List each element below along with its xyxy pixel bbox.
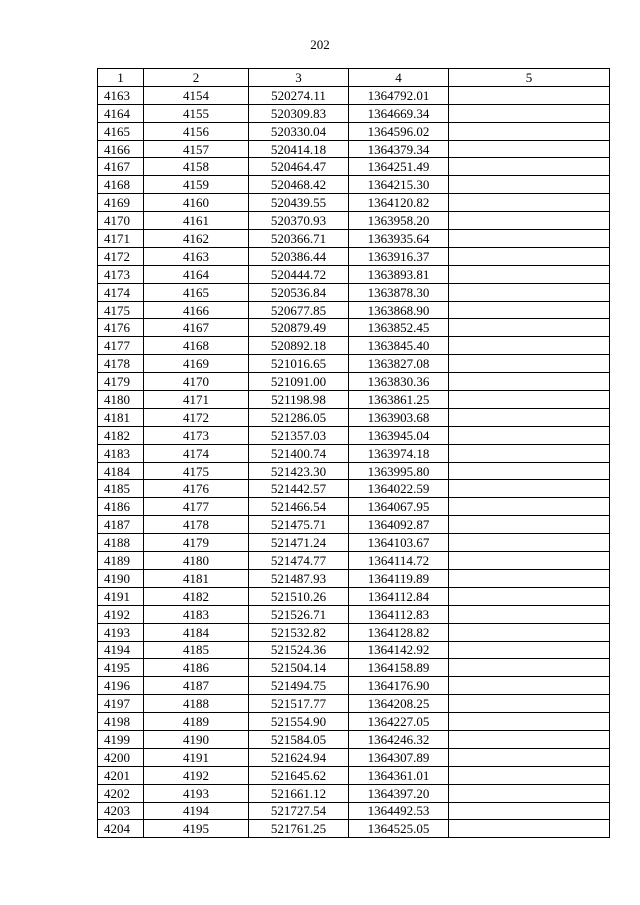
table-cell-col-3: 521286.05 — [249, 408, 349, 426]
table-cell-col-1: 4181 — [98, 408, 144, 426]
table-cell-col-5 — [449, 659, 610, 677]
table-cell-col-1: 4196 — [98, 677, 144, 695]
header-row — [98, 69, 610, 87]
table-cell-col-1: 4168 — [98, 176, 144, 194]
table-cell-col-4: 1364092.87 — [349, 516, 449, 534]
table-row — [98, 122, 610, 140]
table-cell-col-3: 521624.94 — [249, 748, 349, 766]
table-cell-col-3: 521554.90 — [249, 713, 349, 731]
table-cell-col-3: 521584.05 — [249, 730, 349, 748]
table-row — [98, 176, 610, 194]
table-cell-col-4: 1364596.02 — [349, 122, 449, 140]
table-cell-col-3: 521487.93 — [249, 569, 349, 587]
table-cell-col-1: 4203 — [98, 802, 144, 820]
table-row — [98, 301, 610, 319]
table-cell-col-4: 1364792.01 — [349, 86, 449, 104]
table-cell-col-4: 1364103.67 — [349, 534, 449, 552]
table-cell-col-1: 4172 — [98, 247, 144, 265]
table-cell-col-4: 1363893.81 — [349, 265, 449, 283]
table-cell-col-3: 521524.36 — [249, 641, 349, 659]
table-cell-col-5 — [449, 498, 610, 516]
table-cell-col-2: 4173 — [144, 426, 249, 444]
table-cell-col-1: 4176 — [98, 319, 144, 337]
table-cell-col-5 — [449, 462, 610, 480]
table-row — [98, 480, 610, 498]
table-cell-col-4: 1364112.84 — [349, 587, 449, 605]
table-cell-col-2: 4189 — [144, 713, 249, 731]
table-cell-col-2: 4185 — [144, 641, 249, 659]
table-cell-col-3: 521016.65 — [249, 355, 349, 373]
table-cell-col-3: 521442.57 — [249, 480, 349, 498]
table-row — [98, 140, 610, 158]
table-cell-col-2: 4160 — [144, 194, 249, 212]
table-cell-col-2: 4179 — [144, 534, 249, 552]
table-cell-col-1: 4185 — [98, 480, 144, 498]
table-cell-col-4: 1363861.25 — [349, 391, 449, 409]
table-cell-col-2: 4168 — [144, 337, 249, 355]
table-cell-col-1: 4191 — [98, 587, 144, 605]
table-row — [98, 730, 610, 748]
table-cell-col-3: 521357.03 — [249, 426, 349, 444]
table-cell-col-1: 4186 — [98, 498, 144, 516]
table-cell-col-3: 520892.18 — [249, 337, 349, 355]
table-cell-col-2: 4166 — [144, 301, 249, 319]
table-cell-col-2: 4181 — [144, 569, 249, 587]
table-cell-col-4: 1364067.95 — [349, 498, 449, 516]
table-row — [98, 802, 610, 820]
table-row — [98, 158, 610, 176]
table-cell-col-2: 4174 — [144, 444, 249, 462]
table-row — [98, 605, 610, 623]
table-cell-col-3: 521400.74 — [249, 444, 349, 462]
table-row — [98, 194, 610, 212]
table-cell-col-2: 4169 — [144, 355, 249, 373]
table-cell-col-5 — [449, 516, 610, 534]
table-cell-col-5 — [449, 641, 610, 659]
table-cell-col-5 — [449, 391, 610, 409]
table-row — [98, 641, 610, 659]
table-cell-col-4: 1364227.05 — [349, 713, 449, 731]
table-cell-col-4: 1364215.30 — [349, 176, 449, 194]
table-cell-col-4: 1363845.40 — [349, 337, 449, 355]
table-cell-col-3: 521532.82 — [249, 623, 349, 641]
table-cell-col-2: 4164 — [144, 265, 249, 283]
table-header — [98, 69, 610, 87]
table-cell-col-3: 520444.72 — [249, 265, 349, 283]
table-cell-col-4: 1364251.49 — [349, 158, 449, 176]
column-header-1: 1 — [98, 69, 144, 87]
table-cell-col-3: 521494.75 — [249, 677, 349, 695]
table-cell-col-4: 1364142.92 — [349, 641, 449, 659]
table-cell-col-5 — [449, 373, 610, 391]
table-cell-col-5 — [449, 247, 610, 265]
table-row — [98, 534, 610, 552]
table-cell-col-2: 4178 — [144, 516, 249, 534]
table-cell-col-2: 4180 — [144, 552, 249, 570]
table-cell-col-5 — [449, 605, 610, 623]
table-cell-col-5 — [449, 140, 610, 158]
table-row — [98, 569, 610, 587]
table-row — [98, 695, 610, 713]
table-cell-col-1: 4188 — [98, 534, 144, 552]
table-cell-col-5 — [449, 194, 610, 212]
table-cell-col-3: 521504.14 — [249, 659, 349, 677]
table-cell-col-3: 520414.18 — [249, 140, 349, 158]
table-cell-col-3: 520677.85 — [249, 301, 349, 319]
table-cell-col-1: 4204 — [98, 820, 144, 838]
column-header-4: 4 — [349, 69, 449, 87]
table-cell-col-2: 4170 — [144, 373, 249, 391]
table-cell-col-3: 520386.44 — [249, 247, 349, 265]
table-cell-col-3: 521466.54 — [249, 498, 349, 516]
table-row — [98, 247, 610, 265]
table-cell-col-2: 4194 — [144, 802, 249, 820]
table-cell-col-1: 4193 — [98, 623, 144, 641]
table-cell-col-2: 4184 — [144, 623, 249, 641]
table-cell-col-1: 4165 — [98, 122, 144, 140]
table-row — [98, 713, 610, 731]
table-cell-col-2: 4188 — [144, 695, 249, 713]
table-cell-col-4: 1363830.36 — [349, 373, 449, 391]
table-cell-col-2: 4157 — [144, 140, 249, 158]
table-cell-col-5 — [449, 748, 610, 766]
table-cell-col-4: 1364128.82 — [349, 623, 449, 641]
table-row — [98, 552, 610, 570]
table-cell-col-2: 4165 — [144, 283, 249, 301]
table-row — [98, 766, 610, 784]
table-cell-col-2: 4177 — [144, 498, 249, 516]
table-row — [98, 212, 610, 230]
table-cell-col-4: 1364119.89 — [349, 569, 449, 587]
table-cell-col-4: 1364492.53 — [349, 802, 449, 820]
table-cell-col-4: 1364361.01 — [349, 766, 449, 784]
table-cell-col-1: 4173 — [98, 265, 144, 283]
table-cell-col-4: 1364022.59 — [349, 480, 449, 498]
table-body — [98, 86, 610, 837]
table-cell-col-1: 4179 — [98, 373, 144, 391]
table-cell-col-3: 521471.24 — [249, 534, 349, 552]
table-cell-col-5 — [449, 265, 610, 283]
table-cell-col-4: 1363903.68 — [349, 408, 449, 426]
table-cell-col-4: 1363878.30 — [349, 283, 449, 301]
table-cell-col-3: 520370.93 — [249, 212, 349, 230]
table-cell-col-1: 4166 — [98, 140, 144, 158]
table-row — [98, 748, 610, 766]
table-cell-col-2: 4182 — [144, 587, 249, 605]
table-row — [98, 391, 610, 409]
table-cell-col-3: 520879.49 — [249, 319, 349, 337]
table-cell-col-3: 520464.47 — [249, 158, 349, 176]
table-row — [98, 659, 610, 677]
table-cell-col-3: 520309.83 — [249, 104, 349, 122]
table-cell-col-4: 1364669.34 — [349, 104, 449, 122]
table-cell-col-5 — [449, 480, 610, 498]
table-row — [98, 516, 610, 534]
table-cell-col-2: 4193 — [144, 784, 249, 802]
table-cell-col-4: 1363945.04 — [349, 426, 449, 444]
table-cell-col-1: 4163 — [98, 86, 144, 104]
table-cell-col-1: 4184 — [98, 462, 144, 480]
table-row — [98, 373, 610, 391]
column-header-5: 5 — [449, 69, 610, 87]
table-cell-col-2: 4191 — [144, 748, 249, 766]
table-cell-col-5 — [449, 355, 610, 373]
table-cell-col-4: 1364176.90 — [349, 677, 449, 695]
table-cell-col-5 — [449, 319, 610, 337]
table-cell-col-4: 1364158.89 — [349, 659, 449, 677]
table-cell-col-2: 4190 — [144, 730, 249, 748]
table-cell-col-1: 4189 — [98, 552, 144, 570]
table-cell-col-4: 1364112.83 — [349, 605, 449, 623]
table-cell-col-1: 4178 — [98, 355, 144, 373]
table-cell-col-1: 4180 — [98, 391, 144, 409]
table-row — [98, 623, 610, 641]
table-cell-col-2: 4192 — [144, 766, 249, 784]
table-cell-col-4: 1364525.05 — [349, 820, 449, 838]
table-cell-col-4: 1363974.18 — [349, 444, 449, 462]
table-cell-col-5 — [449, 713, 610, 731]
table-row — [98, 86, 610, 104]
table-cell-col-2: 4186 — [144, 659, 249, 677]
table-cell-col-2: 4171 — [144, 391, 249, 409]
table-cell-col-5 — [449, 426, 610, 444]
table-cell-col-5 — [449, 695, 610, 713]
table-cell-col-1: 4201 — [98, 766, 144, 784]
table-cell-col-1: 4174 — [98, 283, 144, 301]
table-row — [98, 355, 610, 373]
table-cell-col-5 — [449, 176, 610, 194]
table-cell-col-1: 4177 — [98, 337, 144, 355]
coordinates-table — [97, 68, 610, 838]
table-row — [98, 230, 610, 248]
table-cell-col-5 — [449, 587, 610, 605]
table-cell-col-3: 521474.77 — [249, 552, 349, 570]
table-row — [98, 677, 610, 695]
table-cell-col-4: 1364397.20 — [349, 784, 449, 802]
table-cell-col-4: 1363995.80 — [349, 462, 449, 480]
table-cell-col-1: 4169 — [98, 194, 144, 212]
table-cell-col-1: 4167 — [98, 158, 144, 176]
table-cell-col-5 — [449, 122, 610, 140]
table-cell-col-3: 520330.04 — [249, 122, 349, 140]
table-cell-col-2: 4195 — [144, 820, 249, 838]
table-cell-col-3: 521475.71 — [249, 516, 349, 534]
table-row — [98, 784, 610, 802]
table-cell-col-1: 4202 — [98, 784, 144, 802]
table-cell-col-2: 4187 — [144, 677, 249, 695]
table-row — [98, 426, 610, 444]
table-cell-col-4: 1364120.82 — [349, 194, 449, 212]
table-cell-col-3: 521661.12 — [249, 784, 349, 802]
column-header-3: 3 — [249, 69, 349, 87]
page-number: 202 — [310, 37, 330, 52]
table-cell-col-2: 4155 — [144, 104, 249, 122]
table-cell-col-2: 4163 — [144, 247, 249, 265]
table-cell-col-5 — [449, 569, 610, 587]
table-cell-col-5 — [449, 623, 610, 641]
table-cell-col-2: 4162 — [144, 230, 249, 248]
table-cell-col-1: 4183 — [98, 444, 144, 462]
table-cell-col-5 — [449, 677, 610, 695]
table-cell-col-4: 1363935.64 — [349, 230, 449, 248]
table-cell-col-3: 521510.26 — [249, 587, 349, 605]
table-cell-col-4: 1363916.37 — [349, 247, 449, 265]
table-cell-col-5 — [449, 784, 610, 802]
table-cell-col-2: 4159 — [144, 176, 249, 194]
table-row — [98, 104, 610, 122]
table-cell-col-3: 521645.62 — [249, 766, 349, 784]
table-cell-col-3: 520274.11 — [249, 86, 349, 104]
table-cell-col-3: 520439.55 — [249, 194, 349, 212]
table-row — [98, 283, 610, 301]
table-cell-col-5 — [449, 552, 610, 570]
table-cell-col-4: 1364208.25 — [349, 695, 449, 713]
table-row — [98, 820, 610, 838]
column-header-2: 2 — [144, 69, 249, 87]
table-cell-col-3: 521091.00 — [249, 373, 349, 391]
table-cell-col-1: 4195 — [98, 659, 144, 677]
table-cell-col-2: 4161 — [144, 212, 249, 230]
table-cell-col-1: 4175 — [98, 301, 144, 319]
table-cell-col-3: 520536.84 — [249, 283, 349, 301]
table-cell-col-2: 4156 — [144, 122, 249, 140]
table-cell-col-1: 4164 — [98, 104, 144, 122]
table-cell-col-5 — [449, 337, 610, 355]
table-cell-col-3: 520366.71 — [249, 230, 349, 248]
table-row — [98, 337, 610, 355]
table-cell-col-5 — [449, 444, 610, 462]
table-cell-col-4: 1363868.90 — [349, 301, 449, 319]
table-cell-col-3: 520468.42 — [249, 176, 349, 194]
table-cell-col-2: 4183 — [144, 605, 249, 623]
table-row — [98, 444, 610, 462]
table-cell-col-3: 521761.25 — [249, 820, 349, 838]
table-cell-col-2: 4167 — [144, 319, 249, 337]
table-cell-col-2: 4175 — [144, 462, 249, 480]
table-cell-col-1: 4182 — [98, 426, 144, 444]
table-cell-col-1: 4199 — [98, 730, 144, 748]
table-row — [98, 462, 610, 480]
table-cell-col-4: 1364307.89 — [349, 748, 449, 766]
table-cell-col-4: 1364379.34 — [349, 140, 449, 158]
table-cell-col-5 — [449, 230, 610, 248]
table-cell-col-1: 4200 — [98, 748, 144, 766]
table-cell-col-1: 4194 — [98, 641, 144, 659]
table-cell-col-1: 4198 — [98, 713, 144, 731]
table-cell-col-5 — [449, 86, 610, 104]
table-cell-col-5 — [449, 158, 610, 176]
table-cell-col-1: 4192 — [98, 605, 144, 623]
table-cell-col-5 — [449, 212, 610, 230]
table-cell-col-5 — [449, 104, 610, 122]
table-cell-col-5 — [449, 301, 610, 319]
table-cell-col-5 — [449, 802, 610, 820]
table-cell-col-2: 4154 — [144, 86, 249, 104]
table-cell-col-1: 4187 — [98, 516, 144, 534]
table-cell-col-3: 521517.77 — [249, 695, 349, 713]
table-cell-col-5 — [449, 820, 610, 838]
table-cell-col-3: 521423.30 — [249, 462, 349, 480]
table-row — [98, 587, 610, 605]
table-cell-col-4: 1363958.20 — [349, 212, 449, 230]
table-cell-col-4: 1364114.72 — [349, 552, 449, 570]
table-cell-col-5 — [449, 283, 610, 301]
table-row — [98, 319, 610, 337]
table-cell-col-3: 521526.71 — [249, 605, 349, 623]
table-cell-col-1: 4171 — [98, 230, 144, 248]
table-cell-col-5 — [449, 766, 610, 784]
table-cell-col-2: 4158 — [144, 158, 249, 176]
table-cell-col-2: 4172 — [144, 408, 249, 426]
table-cell-col-4: 1364246.32 — [349, 730, 449, 748]
table-cell-col-2: 4176 — [144, 480, 249, 498]
table-cell-col-1: 4170 — [98, 212, 144, 230]
table-cell-col-4: 1363852.45 — [349, 319, 449, 337]
table-cell-col-5 — [449, 534, 610, 552]
table-cell-col-3: 521198.98 — [249, 391, 349, 409]
table-cell-col-5 — [449, 730, 610, 748]
table-cell-col-1: 4197 — [98, 695, 144, 713]
table-row — [98, 408, 610, 426]
table-row — [98, 265, 610, 283]
table-cell-col-1: 4190 — [98, 569, 144, 587]
table-cell-col-4: 1363827.08 — [349, 355, 449, 373]
table-row — [98, 498, 610, 516]
table-cell-col-3: 521727.54 — [249, 802, 349, 820]
table-cell-col-5 — [449, 408, 610, 426]
